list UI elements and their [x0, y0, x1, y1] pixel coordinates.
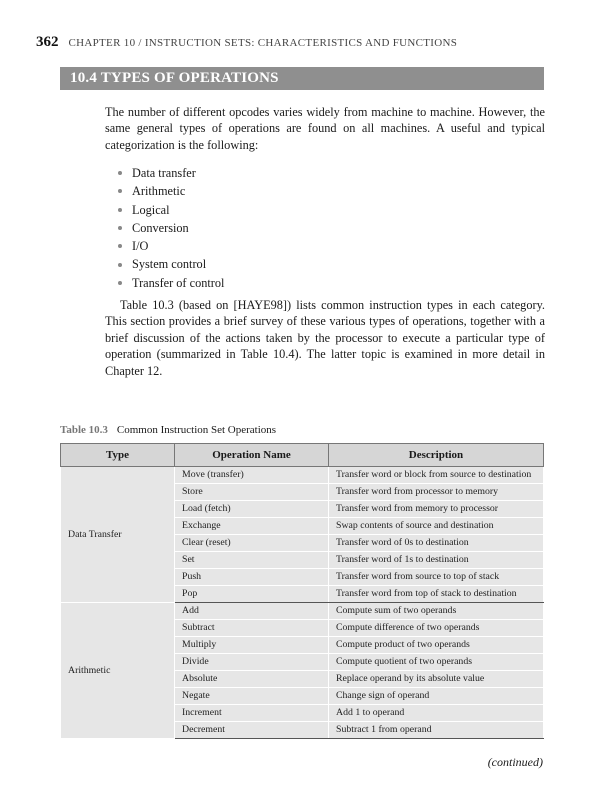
list-item-label: Transfer of control — [132, 275, 225, 290]
operation-name-cell: Move (transfer) — [175, 467, 329, 484]
bullet-icon — [118, 244, 122, 248]
description-cell: Transfer word from top of stack to destination — [329, 586, 544, 603]
description-cell: Subtract 1 from operand — [329, 722, 544, 739]
list-item-label: I/O — [132, 239, 149, 254]
list-item — [118, 237, 224, 255]
description-cell: Compute quotient of two operands — [329, 654, 544, 671]
type-cell: Arithmetic — [61, 603, 175, 739]
continued-note: (continued) — [487, 755, 543, 769]
description-cell: Add 1 to operand — [329, 705, 544, 722]
operation-name-cell: Negate — [175, 688, 329, 705]
list-item — [118, 201, 224, 219]
bullet-icon — [118, 208, 122, 212]
table-caption — [60, 424, 276, 436]
bullet-icon — [118, 281, 122, 285]
operation-name-cell: Pop — [175, 586, 329, 603]
table-row — [61, 467, 544, 484]
list-item-label: System control — [132, 257, 207, 272]
description-cell: Replace operand by its absolute value — [329, 671, 544, 688]
description-cell: Compute product of two operands — [329, 637, 544, 654]
table-caption-text: Common Instruction Set Operations — [116, 424, 277, 436]
description-cell: Transfer word of 0s to destination — [329, 535, 544, 552]
list-item — [118, 219, 224, 237]
chapter-title: CHAPTER 10 / INSTRUCTION SETS: CHARACTERISTICS AND FUNCTIONS — [68, 37, 458, 49]
bullet-icon — [118, 226, 122, 230]
list-item-label: Conversion — [132, 220, 189, 235]
column-header-description: Description — [329, 444, 544, 467]
description-cell: Compute difference of two operands — [329, 620, 544, 637]
description-cell: Change sign of operand — [329, 688, 544, 705]
section-title: 10.4 TYPES OF OPERATIONS — [70, 70, 279, 86]
operation-name-cell: Push — [175, 569, 329, 586]
bullet-icon — [118, 263, 122, 267]
operation-name-cell: Clear (reset) — [175, 535, 329, 552]
table-header-row — [61, 444, 544, 467]
description-cell: Transfer word from source to top of stack — [329, 569, 544, 586]
column-header-operation-name: Operation Name — [175, 444, 329, 467]
description-cell: Transfer word from memory to processor — [329, 501, 544, 518]
operation-name-cell: Set — [175, 552, 329, 569]
list-item-label: Logical — [132, 202, 170, 217]
operation-name-cell: Absolute — [175, 671, 329, 688]
operation-name-cell: Multiply — [175, 637, 329, 654]
list-item-label: Data transfer — [132, 166, 196, 180]
operation-name-cell: Increment — [175, 705, 329, 722]
list-item — [118, 274, 224, 292]
description-cell: Transfer word from processor to memory — [329, 484, 544, 501]
operation-name-cell: Store — [175, 484, 329, 501]
operation-name-cell: Decrement — [175, 722, 329, 739]
description-cell: Transfer word of 1s to destination — [329, 552, 544, 569]
page-number: 362 — [36, 34, 59, 50]
operation-name-cell: Divide — [175, 654, 329, 671]
description-cell: Swap contents of source and destination — [329, 518, 544, 535]
operation-name-cell: Subtract — [175, 620, 329, 637]
operation-name-cell: Exchange — [175, 518, 329, 535]
list-item-label: Arithmetic — [132, 184, 186, 199]
operation-name-cell: Add — [175, 603, 329, 620]
instruction-operations-table — [60, 443, 544, 739]
table-row — [61, 603, 544, 620]
bullet-icon — [118, 171, 122, 175]
column-header-type: Type — [61, 444, 175, 467]
intro-paragraph: The number of different opcodes varies widely from machine to machine. However, the same general types of operations are found on all machines. A useful and typical categorization is the following: — [105, 105, 545, 152]
list-item — [118, 182, 224, 200]
section-heading-bar — [60, 67, 544, 90]
description-cell: Transfer word or block from source to destination — [329, 467, 544, 484]
bullet-icon — [118, 189, 122, 193]
body-paragraph: Table 10.3 (based on [HAYE98]) lists common instruction types in each category. This section provides a brief survey of these various types of operations, together with a brief discussion of the actions taken by the processor to execute a particular type of operation (summarized in Table 10.4). The latter topic is examined in more detail in Chapter 12. — [105, 298, 545, 378]
table-caption-number: Table 10.3 — [60, 424, 108, 436]
running-head — [36, 34, 457, 51]
list-item — [118, 255, 224, 273]
operation-name-cell: Load (fetch) — [175, 501, 329, 518]
operation-category-list — [118, 164, 224, 292]
list-item — [118, 164, 224, 182]
type-cell: Data Transfer — [61, 467, 175, 603]
description-cell: Compute sum of two operands — [329, 603, 544, 620]
